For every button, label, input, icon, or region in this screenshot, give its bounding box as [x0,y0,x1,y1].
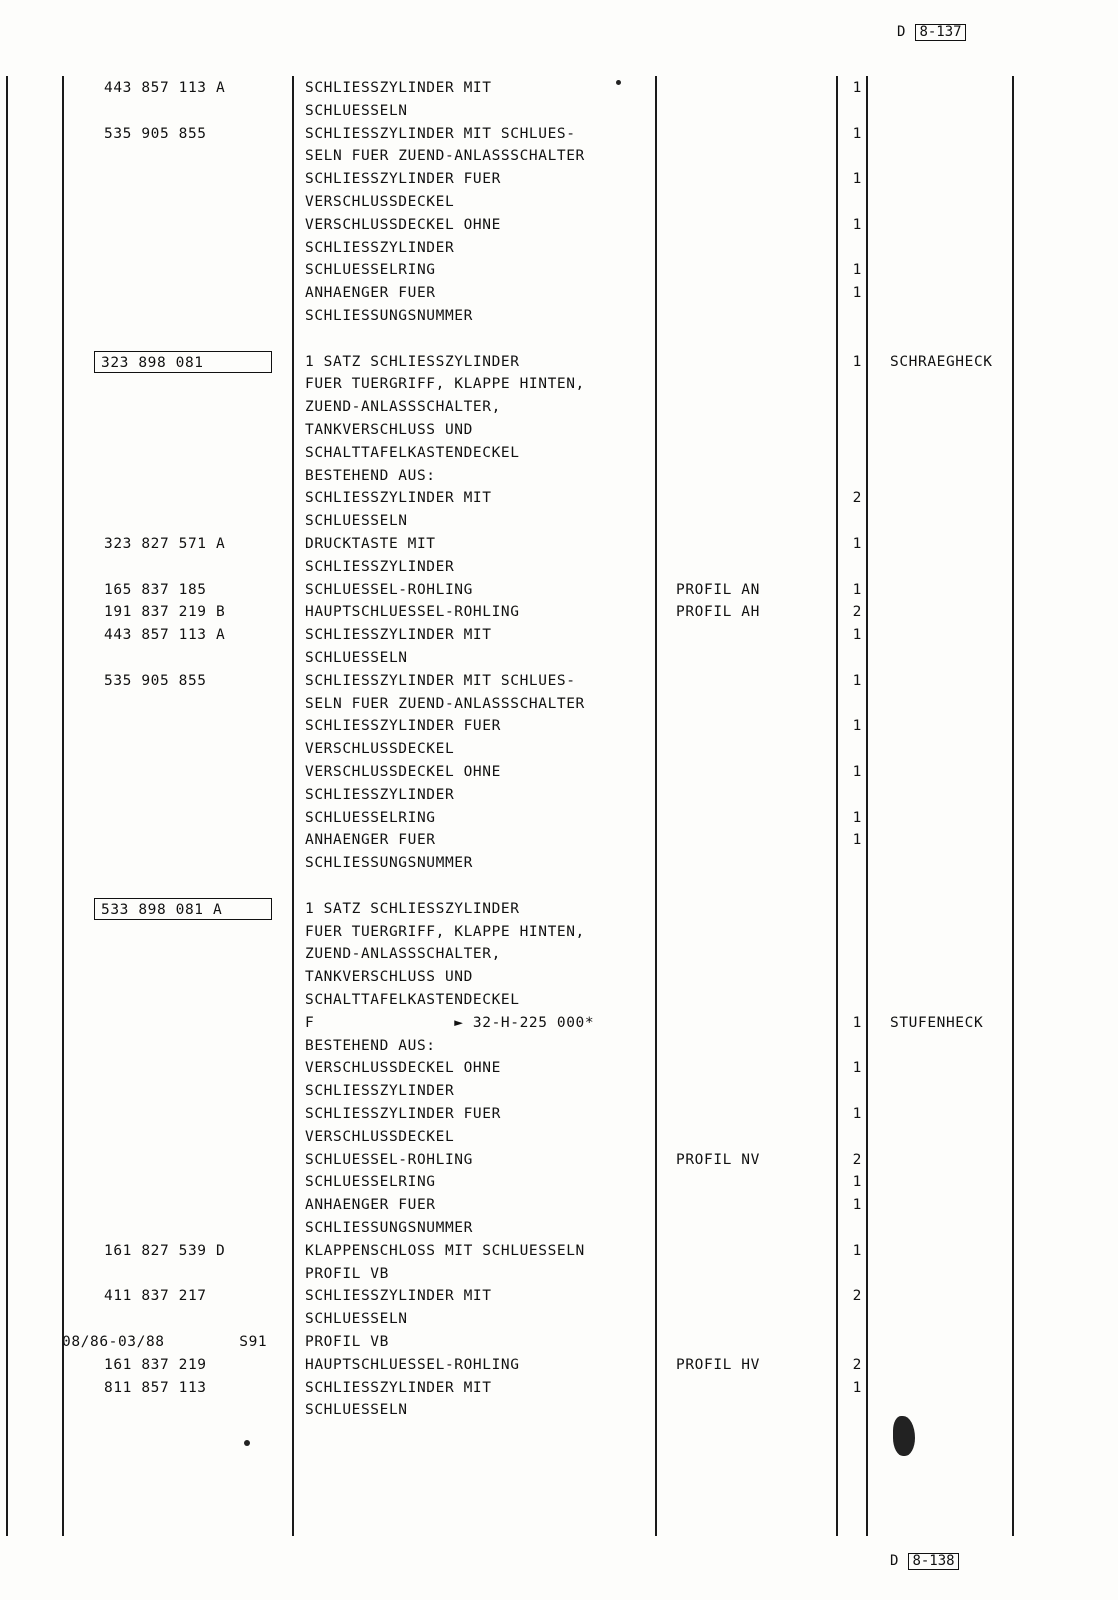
part-number: 323 827 571 A [104,536,226,552]
part-description: BESTEHEND AUS: [305,467,436,484]
part-description: HAUPTSCHLUESSEL-ROHLING [305,604,520,621]
part-description: KLAPPENSCHLOSS MIT SCHLUESSELN [305,1242,585,1259]
part-quantity: 1 [852,1174,862,1191]
part-quantity: 1 [852,1106,862,1122]
page-number: 8-137 [915,24,965,41]
part-quantity: 2 [852,1151,862,1168]
part-quantity: 1 [852,718,862,735]
part-description: SCHLIESSUNGSNUMMER [305,855,473,872]
part-description: SCHLUESSELRING [305,809,436,826]
column-rule-right-edge [1012,76,1014,1536]
part-quantity: 2 [852,1288,862,1305]
part-quantity: 1 [852,764,862,780]
part-description: SCHLIESSZYLINDER MIT [305,627,492,644]
part-number: 411 837 217 [104,1288,207,1305]
part-description: SCHLUESSELN [305,650,408,666]
part-description: TANKVERSCHLUSS UND [305,969,473,986]
part-quantity: 1 [852,1060,862,1077]
part-number: 443 857 113 A [104,80,226,96]
part-quantity: 1 [852,1197,862,1214]
scan-speck [244,1440,250,1446]
part-number: 161 837 219 [104,1356,207,1373]
set-part-number: 533 898 081 A [94,898,272,920]
part-quantity: 2 [852,490,862,507]
part-quantity: 1 [852,125,862,142]
part-description: VERSCHLUSSDECKEL [305,741,455,758]
part-description: FUER TUERGRIFF, KLAPPE HINTEN, [305,923,585,940]
part-description: SCHLIESSUNGSNUMMER [305,1220,473,1236]
page-header-ref [897,23,966,41]
scan-speck [616,80,621,85]
part-description: 1 SATZ SCHLIESSZYLINDER [305,900,520,917]
part-description: SCHLIESSZYLINDER [305,558,455,575]
part-description: VERSCHLUSSDECKEL [305,194,455,210]
part-description: F ► 32-H-225 000* [305,1014,595,1031]
column-rule-quantity-right [866,76,868,1536]
part-quantity: 1 [852,1014,862,1031]
part-description: VERSCHLUSSDECKEL OHNE [305,1060,501,1077]
part-number: 165 837 185 [104,581,207,598]
part-description: SCHLIESSZYLINDER MIT [305,490,492,507]
part-quantity: 1 [852,353,862,370]
column-rule-part-number [62,76,64,1536]
model-variant: STUFENHECK [890,1014,984,1031]
page-number: 8-138 [908,1553,958,1570]
part-description: ZUEND-ANLASSSCHALTER, [305,946,501,963]
part-quantity: 1 [852,285,862,302]
scan-speck [893,1416,915,1456]
part-description: SCHLUESSELN [305,513,408,530]
part-description: SCHLIESSZYLINDER [305,786,455,803]
part-description: FUER TUERGRIFF, KLAPPE HINTEN, [305,376,585,393]
column-rule-description [292,76,294,1536]
page-footer-ref [890,1552,959,1570]
page-prefix: D [890,1553,899,1569]
part-quantity: 1 [852,1242,862,1259]
part-description: PROFIL VB [305,1265,389,1282]
part-quantity: 1 [852,171,862,188]
part-description: SCHLIESSUNGSNUMMER [305,308,473,324]
part-description: SELN FUER ZUEND-ANLASSSCHALTER [305,695,585,712]
part-description: ANHAENGER FUER [305,1197,436,1214]
part-description: PROFIL VB [305,1334,389,1350]
date-range-code: 08/86-03/88 S91 [62,1334,268,1350]
part-description: SCHLUESSELRING [305,1174,436,1191]
part-description: ANHAENGER FUER [305,832,436,849]
part-description: SCHLIESSZYLINDER [305,1083,455,1100]
part-description: SCHLIESSZYLINDER FUER [305,1106,501,1122]
part-description: SCHLIESSZYLINDER MIT SCHLUES- [305,125,576,142]
part-remark: PROFIL HV [676,1356,760,1373]
part-description: DRUCKTASTE MIT [305,536,436,552]
part-description: ZUEND-ANLASSSCHALTER, [305,399,501,416]
page-prefix: D [897,24,906,40]
part-description: BESTEHEND AUS: [305,1037,436,1054]
part-number: 535 905 855 [104,125,207,142]
part-quantity: 1 [852,536,862,552]
model-variant: SCHRAEGHECK [890,353,993,370]
part-remark: PROFIL AN [676,581,760,598]
part-description: SCHLUESSEL-ROHLING [305,1151,473,1168]
part-remark: PROFIL AH [676,604,760,621]
part-description: ANHAENGER FUER [305,285,436,302]
part-description: SELN FUER ZUEND-ANLASSSCHALTER [305,148,585,165]
part-description: SCHALTTAFELKASTENDECKEL [305,992,520,1008]
part-quantity: 1 [852,216,862,233]
part-description: SCHLUESSELN [305,102,408,119]
part-quantity: 1 [852,1379,862,1396]
part-remark: PROFIL NV [676,1151,760,1168]
part-description: SCHLIESSZYLINDER MIT [305,1379,492,1396]
part-description: VERSCHLUSSDECKEL OHNE [305,764,501,780]
part-quantity: 1 [852,80,862,96]
part-description: SCHLIESSZYLINDER FUER [305,171,501,188]
part-description: VERSCHLUSSDECKEL [305,1128,455,1145]
part-description: SCHALTTAFELKASTENDECKEL [305,444,520,461]
part-number: 535 905 855 [104,672,207,689]
part-description: SCHLIESSZYLINDER [305,239,455,256]
part-quantity: 1 [852,262,862,279]
column-rule-left-edge [6,76,8,1536]
part-description: SCHLUESSEL-ROHLING [305,581,473,598]
part-description: SCHLIESSZYLINDER MIT [305,1288,492,1305]
part-number: 161 827 539 D [104,1242,226,1259]
part-quantity: 1 [852,672,862,689]
part-quantity: 2 [852,604,862,621]
part-description: SCHLIESSZYLINDER MIT SCHLUES- [305,672,576,689]
part-number: 811 857 113 [104,1379,207,1396]
part-description: 1 SATZ SCHLIESSZYLINDER [305,353,520,370]
part-number: 443 857 113 A [104,627,226,644]
part-description: SCHLUESSELN [305,1402,408,1419]
part-quantity: 1 [852,809,862,826]
part-description: SCHLIESSZYLINDER MIT [305,80,492,96]
part-description: TANKVERSCHLUSS UND [305,422,473,438]
part-quantity: 2 [852,1356,862,1373]
part-description: HAUPTSCHLUESSEL-ROHLING [305,1356,520,1373]
part-number: 191 837 219 B [104,604,226,621]
part-description: SCHLUESSELRING [305,262,436,279]
part-description: SCHLUESSELN [305,1311,408,1328]
part-description: SCHLIESSZYLINDER FUER [305,718,501,735]
set-part-number: 323 898 081 [94,351,272,373]
part-quantity: 1 [852,627,862,644]
column-rule-remark [655,76,657,1536]
part-quantity: 1 [852,832,862,849]
part-quantity: 1 [852,581,862,598]
column-rule-quantity-left [836,76,838,1536]
part-description: VERSCHLUSSDECKEL OHNE [305,216,501,233]
